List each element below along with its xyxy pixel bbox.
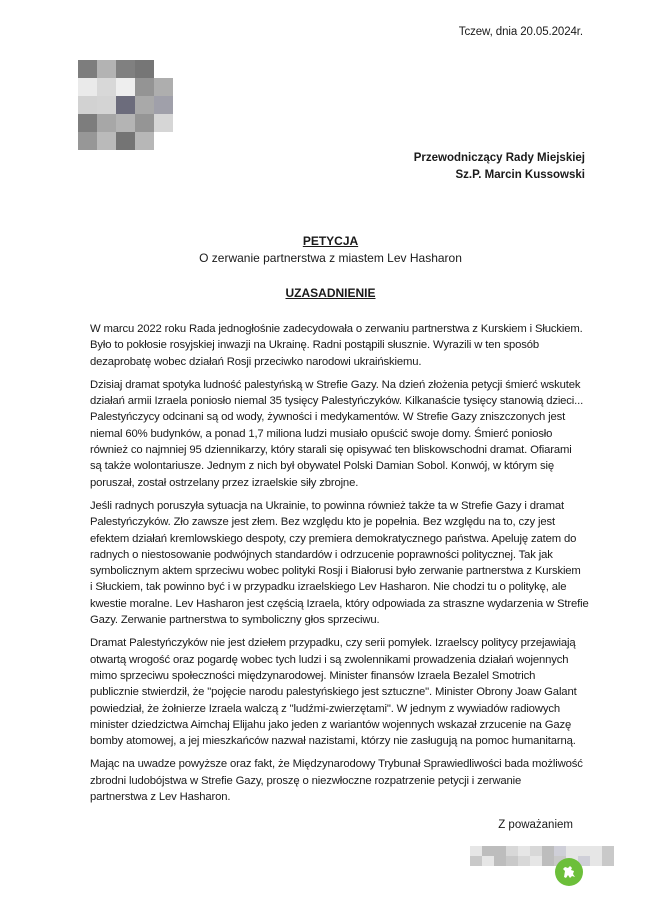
green-lion-logo-icon — [555, 858, 583, 886]
closing-salutation: Z poważaniem — [498, 819, 573, 831]
petition-body — [90, 321, 590, 812]
date-line: Tczew, dnia 20.05.2024r. — [458, 26, 583, 38]
body-line: Palestyńczycy odcinani są od wody, żywności i medykamentów. W Strefie Gazy zniszczonych jest — [90, 411, 566, 424]
body-line: Jeśli radnych poruszyła sytuacja na Ukrainie, to powinna również także ta w Strefie Gazy i dramat — [90, 499, 564, 512]
body-paragraph — [90, 498, 590, 628]
body-line: Palestyńczyków. Zło zawsze jest złem. Bez względu kto je popełnia. Bez względu na to, czy jest — [90, 516, 555, 529]
body-line: Mając na uwadze powyższe oraz fakt, że Międzynarodowy Trybunał Sprawiedliwości bada możliwość — [90, 758, 583, 771]
body-line: bomby atomowej, a jej mieszkańców nazwał nazistami, którzy nie zasługują na pomoc humanitarną. — [90, 735, 576, 748]
body-line: partnerstwa z Lev Hasharon. — [90, 791, 231, 804]
pixelated-signature-icon — [470, 846, 620, 866]
petition-subtitle: O zerwanie partnerstwa z miastem Lev Hasharon — [199, 251, 462, 265]
body-line: minister dziedzictwa Aimchaj Elijahu jako jeden z wariantów wojennych wskazał zrzucenie na Gazę — [90, 718, 572, 731]
body-line: dezaprobatę wobec działań Rosji przeciwko narodowi ukraińskiemu. — [90, 355, 422, 368]
body-line: niemal 60% budynków, a ponad 1,7 miliona ludzi musiało opuścić swoje domy. Śmierć poniosło — [90, 427, 553, 440]
body-line: są także wolontariusze. Jednym z nich był obywatel Polski Damian Sobol. Konwój, w którym się — [90, 460, 555, 473]
body-line: Było to pokłosie rosyjskiej inwazji na Ukrainę. Radni postąpili słusznie. Wyrazili w ten sposób — [90, 339, 540, 352]
recipient-title: Przewodniczący Rady Miejskiej — [413, 152, 585, 164]
pixelated-redaction-icon — [78, 60, 174, 152]
body-line: powiedział, że żołnierze Izraela walczą z "ludźmi-zwierzętami". W jednym z wywiadów radiowych — [90, 702, 560, 715]
body-line: działań armii Izraela poniosło niemal 35 tysięcy Palestyńczyków. Kilkanaście tysięcy stanowią dzieci... — [90, 395, 584, 408]
body-line: Gazy. Zerwanie partnerstwa to symboliczny głos sprzeciwu. — [90, 614, 380, 627]
body-line: zbrodni ludobójstwa w Strefie Gazy, proszę o niezwłoczne rozpatrzenie petycji i zerwanie — [90, 774, 522, 787]
justification-heading: UZASADNIENIE — [285, 286, 376, 300]
body-line: W marcu 2022 roku Rada jednogłośnie zadecydowała o zerwaniu partnerstwa z Kurskiem i Słuckiem. — [90, 323, 583, 335]
body-line: publicznie stwierdził, że "pojęcie narodu palestyńskiego jest sztuczne". Minister Obrony Joaw Galant — [90, 686, 577, 699]
recipient-block — [414, 150, 585, 184]
body-paragraph — [90, 321, 590, 370]
body-paragraph — [90, 635, 590, 749]
body-line: symbolicznym aktem sprzeciwu wobec polityki Rosji i Białorusi było zerwanie partnerstwa z Kurskiem — [90, 565, 581, 578]
body-line: poruszał, został ostrzelany przez izraelskie siły zbrojne. — [90, 476, 359, 489]
body-line: efektem działań kremlowskiego despoty, czy premiera demokratycznego państwa. Apeluję zatem do — [90, 532, 577, 545]
body-line: otwartą wrogość oraz pogardę wobec tych ludzi i są zwolennikami prowadzenia działań wojennych — [90, 653, 569, 666]
body-line: również co najmniej 95 dziennikarzy, który starali się opisywać ten bliskowschodni dramat. Ofiarami — [90, 444, 572, 457]
body-line: i Słuckiem, tak powinno być i w przypadku izraelskiego Lev Hasharon. Nie chodzi tu o politykę, ale — [90, 581, 567, 594]
body-paragraph — [90, 377, 590, 491]
body-line: mimo sprzeciwu społeczności międzynarodowej. Minister finansów Izraela Bezalel Smotrich — [90, 669, 536, 682]
body-line: radnych o niestosowanie podwójnych standardów i odrzucenie poprawności politycznej. Tak jak — [90, 548, 553, 561]
body-line: kwestie moralne. Lev Hasharon jest częścią Izraela, który odpowiada za straszne wydarzenia w Strefie — [90, 597, 589, 610]
recipient-name: Sz.P. Marcin Kussowski — [455, 169, 585, 181]
body-line: Dramat Palestyńczyków nie jest dziełem przypadku, czy serii pomyłek. Izraelscy politycy przejawiają — [90, 637, 576, 650]
body-line: Dzisiaj dramat spotyka ludność palestyńską w Strefie Gazy. Na dzień złożenia petycji śmierć wskutek — [90, 378, 581, 391]
petition-title: PETYCJA — [302, 234, 359, 248]
body-paragraph — [90, 756, 590, 805]
